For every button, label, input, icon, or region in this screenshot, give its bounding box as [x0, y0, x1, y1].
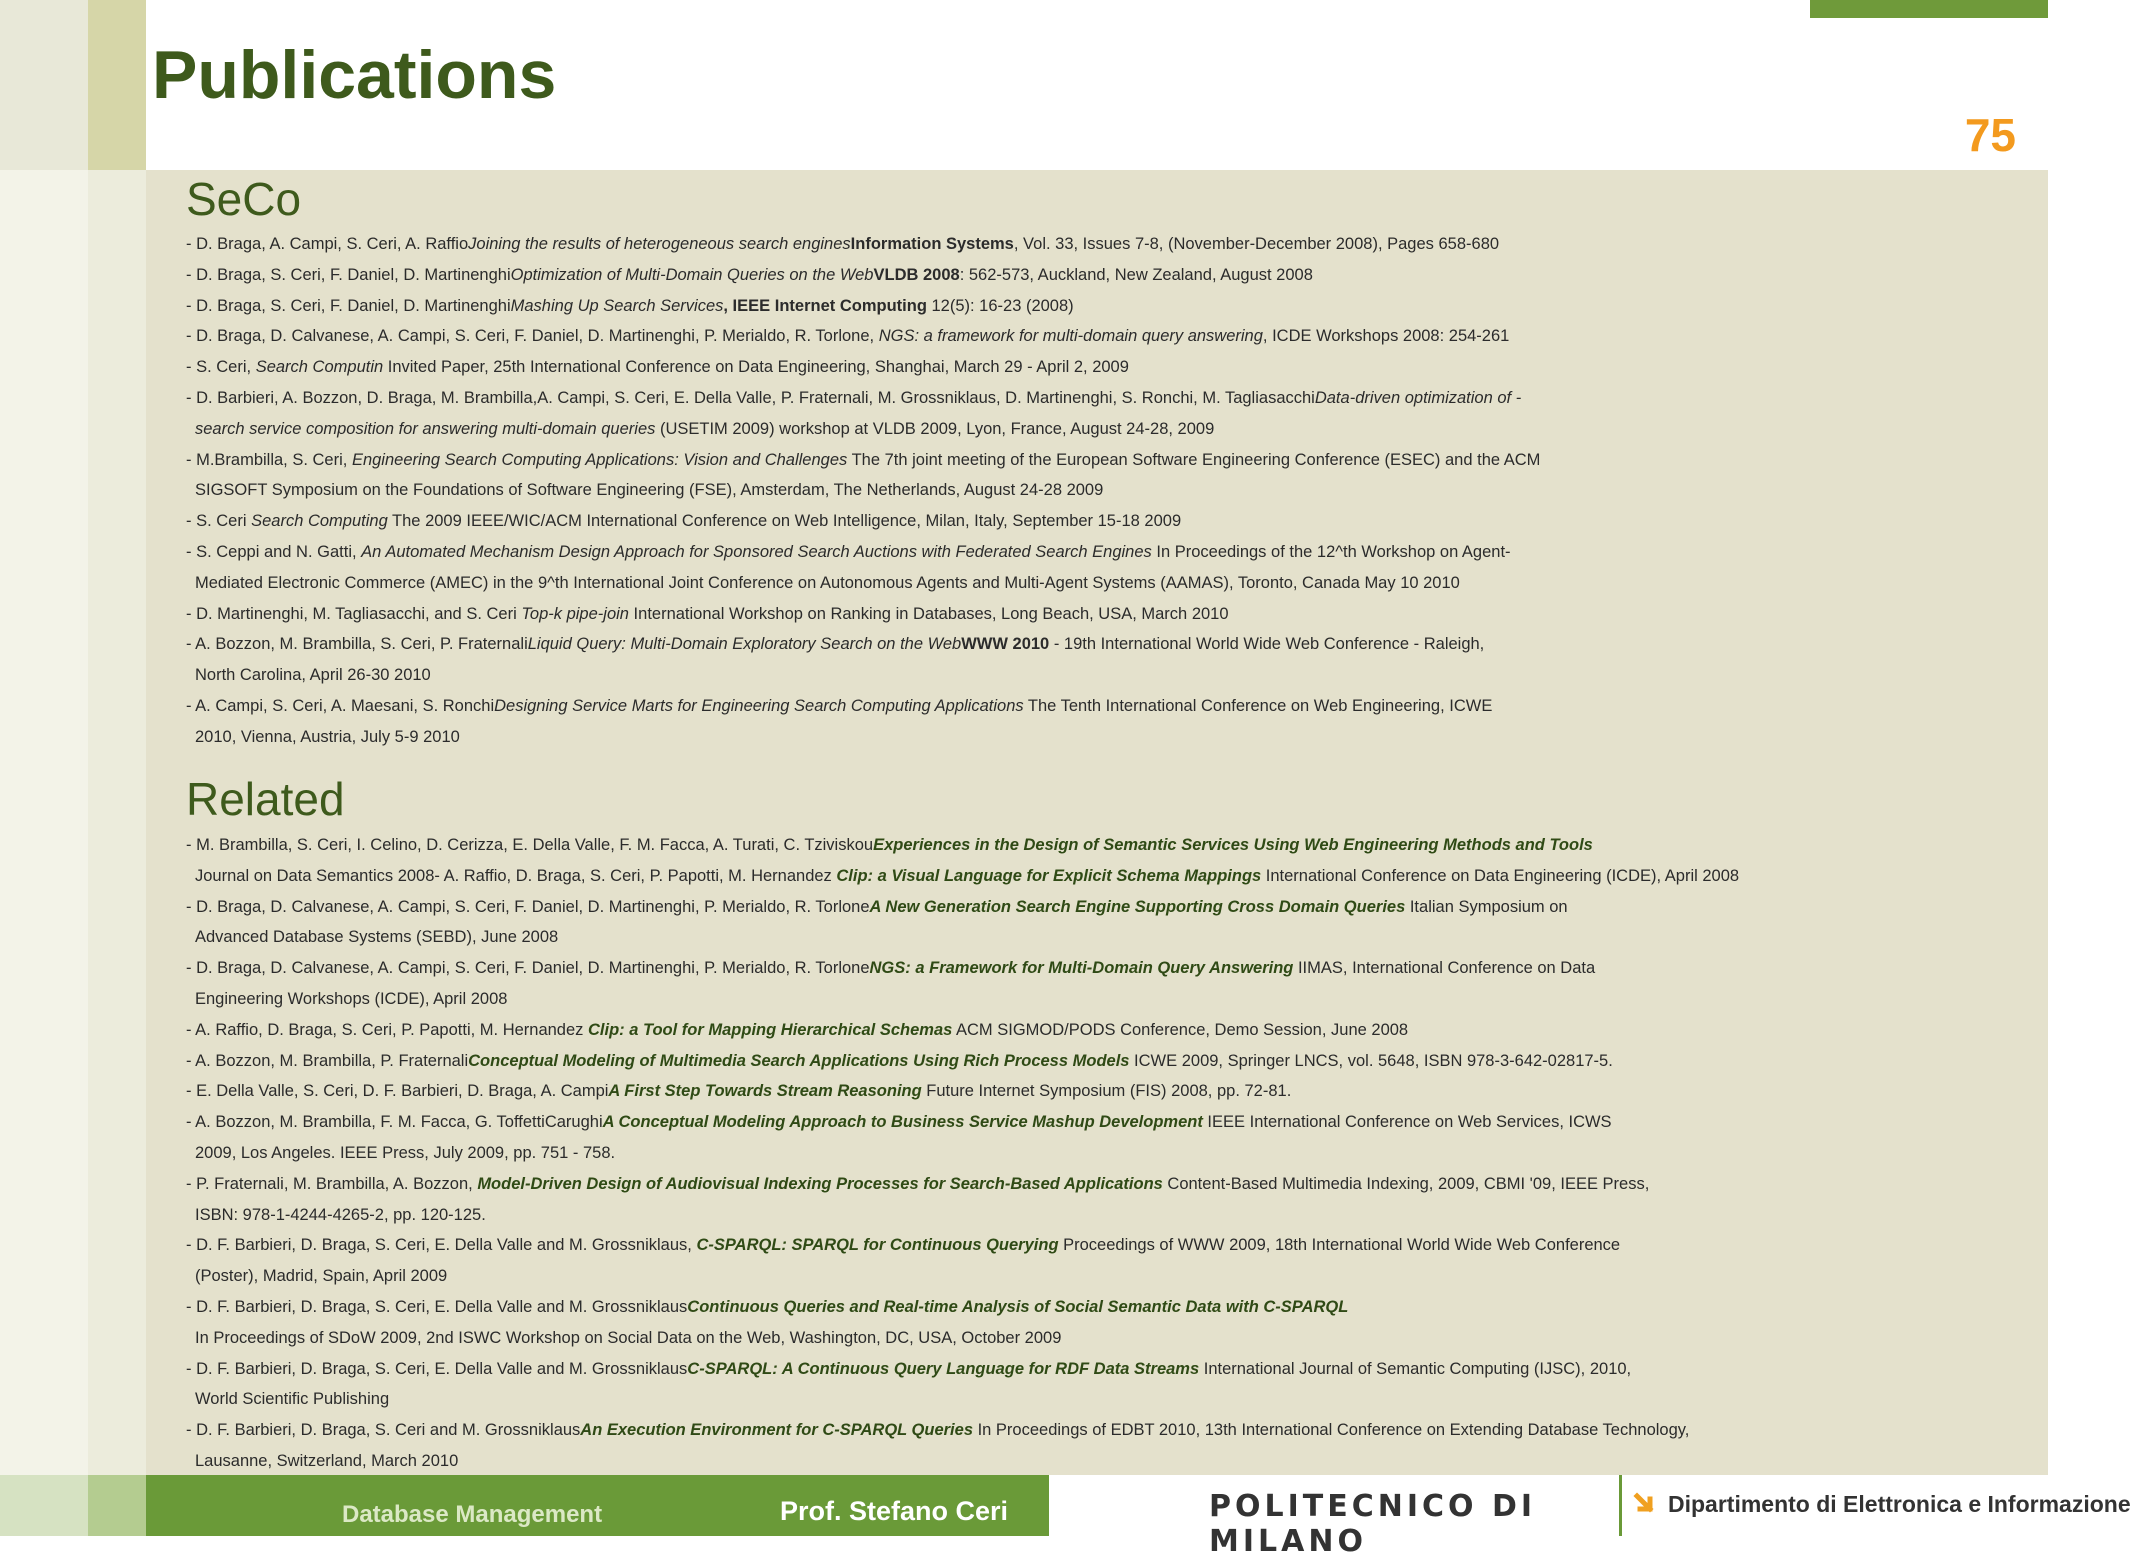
reference-text: - A. Bozzon, M. Brambilla, F. M. Facca, G. ToffettiCarughi [186, 1113, 603, 1132]
reference-emphasis: Mashing Up Search Services [510, 296, 724, 315]
reference-line [186, 953, 1986, 984]
reference-list-related [186, 830, 1986, 1477]
footer-bar [146, 1475, 2131, 1559]
reference-text: Future Internet Symposium (FIS) 2008, pp. 72-81. [921, 1082, 1292, 1101]
reference-text: - D. F. Barbieri, D. Braga, S. Ceri, E. Della Valle and M. Grossniklaus [186, 1359, 688, 1378]
reference-text: (Poster), Madrid, Spain, April 2009 [195, 1267, 448, 1286]
university-name: POLITECNICO DI MILANO [1209, 1489, 1537, 1559]
reference-text: Italian Symposium on [1405, 897, 1568, 916]
section-heading-seco: SeCo [186, 173, 302, 225]
department-logo [1622, 1475, 2131, 1536]
reference-line [186, 1015, 1986, 1046]
reference-text: SIGSOFT Symposium on the Foundations of Software Engineering (FSE), Amsterdam, The Netherlands, August 24-28 2009 [195, 481, 1104, 500]
reference-emphasis: Engineering Search Computing Applications: Vision and Challenges [351, 450, 848, 469]
reference-emphasis: Top-k pipe-join [521, 604, 629, 623]
reference-text: International Workshop on Ranking in Databases, Long Beach, USA, March 2010 [628, 604, 1229, 623]
reference-text: Journal on Data Semantics 2008- A. Raffio, D. Braga, S. Ceri, P. Papotti, M. Hernandez [195, 866, 837, 885]
reference-emphasis: Data-driven optimization of - [1314, 388, 1522, 407]
reference-line [186, 537, 1986, 568]
reference-line [186, 321, 1986, 352]
reference-line [186, 984, 1986, 1015]
reference-emphasis: Clip: a Tool for Mapping Hierarchical Schemas [588, 1020, 953, 1039]
reference-text: In Proceedings of SDoW 2009, 2nd ISWC Workshop on Social Data on the Web, Washington, DC, USA, October 2009 [195, 1328, 1062, 1347]
reference-emphasis: Search Computing [251, 512, 388, 531]
left-decor-block-outer [0, 170, 88, 1475]
reference-text: Advanced Database Systems (SEBD), June 2008 [195, 928, 559, 947]
reference-emphasis: A Conceptual Modeling Approach to Business Service Mashup Development [602, 1113, 1203, 1132]
reference-line [186, 629, 1986, 660]
reference-line [186, 383, 1986, 414]
reference-text: 2009, Los Angeles. IEEE Press, July 2009, pp. 751 - 758. [195, 1143, 616, 1162]
section-heading-related: Related [186, 773, 345, 825]
reference-line [186, 1230, 1986, 1261]
left-decor-block-inner [88, 170, 146, 1475]
reference-text: 12(5): 16-23 (2008) [926, 296, 1074, 315]
reference-text: - D. Braga, A. Campi, S. Ceri, A. Raffio [186, 235, 469, 253]
reference-line [186, 1107, 1986, 1138]
reference-line [186, 445, 1986, 476]
reference-emphasis: An Automated Mechanism Design Approach for Sponsored Search Auctions with Federated Search Engines [361, 542, 1152, 561]
reference-text: IIMAS, International Conference on Data [1293, 959, 1596, 978]
reference-text: - D. Barbieri, A. Bozzon, D. Braga, M. Brambilla,A. Campi, S. Ceri, E. Della Valle, P. Fraternali, M. Grossniklaus, D. Martinenghi, S. Ronchi, M. Tagliasacchi [186, 388, 1315, 407]
course-name: Database Management [342, 1501, 603, 1528]
reference-text: IEEE International Conference on Web Services, ICWS [1202, 1113, 1612, 1132]
reference-text: - A. Bozzon, M. Brambilla, P. Fraternali [186, 1051, 469, 1070]
reference-text: - A. Raffio, D. Braga, S. Ceri, P. Papotti, M. Hernandez [186, 1020, 588, 1039]
reference-emphasis: Conceptual Modeling of Multimedia Search Applications Using Rich Process Models [468, 1051, 1130, 1070]
reference-text: - S. Ceppi and N. Gatti, [186, 542, 362, 561]
reference-text: - A. Bozzon, M. Brambilla, S. Ceri, P. Fraternali [186, 635, 528, 654]
reference-emphasis: C-SPARQL: SPARQL for Continuous Querying [696, 1236, 1059, 1255]
reference-emphasis: Continuous Queries and Real-time Analysis of Social Semantic Data with C-SPARQL [687, 1297, 1349, 1316]
reference-line [186, 660, 1986, 691]
reference-text: World Scientific Publishing [195, 1390, 390, 1409]
reference-emphasis: WWW 2010 [961, 635, 1050, 654]
reference-emphasis: C-SPARQL: A Continuous Query Language for RDF Data Streams [687, 1359, 1200, 1378]
reference-line [186, 1446, 1986, 1477]
reference-line [186, 599, 1986, 630]
reference-text: (USETIM 2009) workshop at VLDB 2009, Lyon, France, August 24-28, 2009 [655, 419, 1215, 438]
reference-text: - D. F. Barbieri, D. Braga, S. Ceri, E. Della Valle and M. Grossniklaus, [186, 1236, 697, 1255]
reference-line [186, 1292, 1986, 1323]
reference-text: - A. Campi, S. Ceri, A. Maesani, S. Ronchi [186, 696, 495, 715]
reference-line [186, 722, 1986, 753]
reference-text: - 19th International World Wide Web Conference - Raleigh, [1049, 635, 1485, 654]
reference-text: - S. Ceri, [186, 358, 256, 377]
reference-text: - P. Fraternali, M. Brambilla, A. Bozzon, [186, 1174, 478, 1193]
reference-emphasis: Information Systems [850, 235, 1014, 253]
reference-emphasis: An Execution Environment for C-SPARQL Queries [580, 1421, 973, 1440]
reference-line [186, 1138, 1986, 1169]
reference-line [186, 1384, 1986, 1415]
reference-line [186, 414, 1986, 445]
reference-text: The 7th joint meeting of the European Software Engineering Conference (ESEC) and the ACM [847, 450, 1541, 469]
reference-line [186, 352, 1986, 383]
reference-emphasis: Model-Driven Design of Audiovisual Indexing Processes for Search-Based Applications [477, 1174, 1163, 1193]
university-logo [1046, 1475, 1619, 1559]
reference-line [186, 506, 1986, 537]
content-area [146, 170, 2048, 1475]
professor-name: Prof. Stefano Ceri [780, 1496, 1009, 1526]
reference-text: - D. Martinenghi, M. Tagliasacchi, and S. Ceri [186, 604, 522, 623]
reference-text: - D. Braga, S. Ceri, F. Daniel, D. Martinenghi [186, 296, 511, 315]
reference-emphasis: , IEEE Internet Computing [723, 296, 927, 315]
reference-line [186, 1046, 1986, 1077]
reference-emphasis: Joining the results of heterogeneous search engines [468, 235, 851, 253]
reference-line [186, 291, 1986, 322]
reference-line [186, 1415, 1986, 1446]
reference-text: Proceedings of WWW 2009, 18th International World Wide Web Conference [1058, 1236, 1621, 1255]
reference-text: Content-Based Multimedia Indexing, 2009, CBMI '09, IEEE Press, [1162, 1174, 1650, 1193]
reference-line [186, 1200, 1986, 1231]
reference-text: Engineering Workshops (ICDE), April 2008 [195, 989, 508, 1008]
reference-text: North Carolina, April 26-30 2010 [195, 666, 431, 685]
reference-text: ICWE 2009, Springer LNCS, vol. 5648, ISBN 978-3-642-02817-5. [1129, 1051, 1613, 1070]
reference-text: : 562-573, Auckland, New Zealand, August 2008 [959, 265, 1313, 284]
reference-text: ACM SIGMOD/PODS Conference, Demo Session, June 2008 [952, 1020, 1409, 1039]
reference-text: - S. Ceri [186, 512, 252, 531]
reference-text: - M. Brambilla, S. Ceri, I. Celino, D. Cerizza, E. Della Valle, F. M. Facca, A. Turati, C. Tziviskou [186, 836, 874, 854]
reference-list-seco [186, 229, 1986, 753]
reference-text: International Journal of Semantic Computing (IJSC), 2010, [1199, 1359, 1632, 1378]
slide-number: 75 [1964, 109, 2016, 161]
reference-line [186, 1323, 1986, 1354]
reference-line [186, 892, 1986, 923]
reference-text: - M.Brambilla, S. Ceri, [186, 450, 352, 469]
reference-text: Lausanne, Switzerland, March 2010 [195, 1451, 459, 1470]
left-decor-footer-outer [0, 1475, 88, 1536]
reference-line [186, 260, 1986, 291]
reference-line [186, 568, 1986, 599]
arrow-icon [1634, 1493, 1660, 1519]
reference-line [186, 922, 1986, 953]
reference-text: Invited Paper, 25th International Conference on Data Engineering, Shanghai, March 29 - April 2, 2009 [383, 358, 1129, 377]
reference-emphasis: Designing Service Marts for Engineering Search Computing Applications [494, 696, 1024, 715]
reference-line [186, 1354, 1986, 1385]
reference-text: In Proceedings of the 12^th Workshop on Agent- [1151, 542, 1511, 561]
reference-text: - D. Braga, D. Calvanese, A. Campi, S. Ceri, F. Daniel, D. Martinenghi, P. Merialdo, R. Torlone, [186, 327, 879, 346]
reference-line [186, 1169, 1986, 1200]
top-right-accent-bar [1810, 0, 2048, 18]
reference-emphasis: Clip: a Visual Language for Explicit Schema Mappings [836, 866, 1262, 885]
reference-text: Mediated Electronic Commerce (AMEC) in the 9^th International Joint Conference on Autonomous Agents and Multi-Agent Systems (AAMAS), Toronto, Canada May 10 2010 [195, 573, 1460, 592]
reference-text: - E. Della Valle, S. Ceri, D. F. Barbieri, D. Braga, A. Campi [186, 1082, 609, 1101]
reference-emphasis: VLDB 2008 [873, 265, 960, 284]
reference-text: , Vol. 33, Issues 7-8, (November-December 2008), Pages 658-680 [1013, 235, 1500, 253]
reference-text: - D. Braga, D. Calvanese, A. Campi, S. Ceri, F. Daniel, D. Martinenghi, P. Merialdo, R. Torlone [186, 959, 870, 978]
reference-emphasis: Optimization of Multi-Domain Queries on the Web [510, 265, 874, 284]
reference-emphasis: Liquid Query: Multi-Domain Exploratory Search on the Web [527, 635, 962, 654]
department-name: Dipartimento di Elettronica e Informazione [1668, 1491, 2131, 1517]
reference-line [186, 1261, 1986, 1292]
reference-text: The Tenth International Conference on Web Engineering, ICWE [1023, 696, 1493, 715]
reference-text: The 2009 IEEE/WIC/ACM International Conference on Web Intelligence, Milan, Italy, September 15-18 2009 [387, 512, 1182, 531]
reference-emphasis: A New Generation Search Engine Supporting Cross Domain Queries [869, 897, 1406, 916]
left-decor-footer-inner [88, 1475, 146, 1536]
reference-text: ISBN: 978-1-4244-4265-2, pp. 120-125. [195, 1205, 486, 1224]
reference-text: - D. F. Barbieri, D. Braga, S. Ceri and M. Grossniklaus [186, 1421, 581, 1440]
reference-emphasis: Experiences in the Design of Semantic Services Using Web Engineering Methods and Tools [873, 836, 1593, 854]
reference-text: 2010, Vienna, Austria, July 5-9 2010 [195, 727, 460, 746]
reference-emphasis: search service composition for answering multi-domain queries [195, 419, 656, 438]
reference-text: - D. Braga, D. Calvanese, A. Campi, S. Ceri, F. Daniel, D. Martinenghi, P. Merialdo, R. Torlone [186, 897, 870, 916]
reference-text: , ICDE Workshops 2008: 254-261 [1262, 327, 1510, 346]
reference-text: International Conference on Data Engineering (ICDE), April 2008 [1261, 866, 1740, 885]
reference-line [186, 475, 1986, 506]
reference-text: In Proceedings of EDBT 2010, 13th International Conference on Extending Database Technology, [973, 1421, 1690, 1440]
reference-emphasis: A First Step Towards Stream Reasoning [608, 1082, 922, 1101]
reference-line [186, 691, 1986, 722]
slide-title: Publications [152, 37, 557, 113]
reference-text: - D. Braga, S. Ceri, F. Daniel, D. Martinenghi [186, 265, 511, 284]
reference-emphasis: NGS: a framework for multi-domain query answering [878, 327, 1263, 346]
reference-line [186, 830, 1986, 861]
reference-line [186, 229, 1986, 260]
reference-line [186, 861, 1986, 892]
reference-line [186, 1076, 1986, 1107]
reference-emphasis: NGS: a Framework for Multi-Domain Query Answering [869, 959, 1294, 978]
reference-text: - D. F. Barbieri, D. Braga, S. Ceri, E. Della Valle and M. Grossniklaus [186, 1297, 688, 1316]
reference-emphasis: Search Computin [255, 358, 384, 377]
